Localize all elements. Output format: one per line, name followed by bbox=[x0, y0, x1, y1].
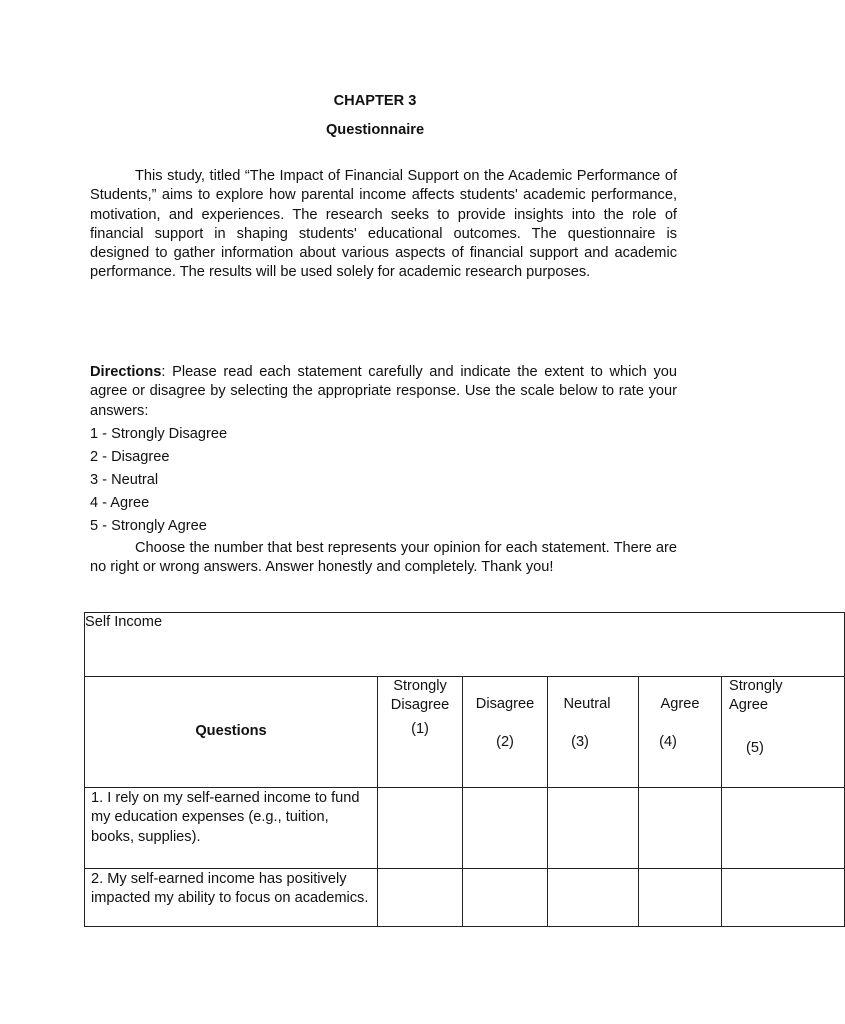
chapter-heading: CHAPTER 3 bbox=[333, 93, 417, 109]
intro-paragraph: This study, titled “The Impact of Financial Support on the Academic Performance of Students,” aims to explore how parental income affects students' academic performance, motivation, and experiences. The research seeks to provide insights into the role of financial support in shaping students' educational outcomes. The questionnaire is designed to gather information about various aspects of financial support and academic performance. The results will be used solely for academic research purposes. bbox=[90, 168, 677, 281]
column-number: (4) bbox=[659, 734, 677, 751]
column-number: (3) bbox=[571, 734, 589, 751]
column-label: Neutral bbox=[563, 696, 611, 712]
response-cell-3[interactable] bbox=[548, 788, 639, 869]
column-label-line1: Strongly bbox=[393, 678, 447, 694]
column-number: (2) bbox=[496, 734, 514, 751]
column-label-line2: Agree bbox=[729, 697, 768, 714]
table-row bbox=[85, 788, 845, 869]
question-text: 2. My self-earned income has positively impacted my ability to focus on academics. bbox=[85, 869, 378, 927]
directions-paragraph bbox=[90, 363, 677, 421]
column-header-neutral bbox=[548, 677, 639, 788]
question-text: 1. I rely on my self-earned income to fund my education expenses (e.g., tuition, books, supplies). bbox=[85, 788, 378, 869]
table-section-row bbox=[85, 613, 845, 677]
column-header-strongly-disagree bbox=[378, 677, 463, 788]
closing-paragraph: Choose the number that best represents your opinion for each statement. There are no right or wrong answers. Answer honestly and completely. Thank you! bbox=[90, 540, 677, 576]
scale-item: 1 - Strongly Disagree bbox=[90, 426, 228, 442]
questionnaire-table bbox=[84, 612, 845, 927]
table-header-row bbox=[85, 677, 845, 788]
response-cell-2[interactable] bbox=[463, 869, 548, 927]
column-label: Disagree bbox=[475, 696, 535, 712]
response-cell-4[interactable] bbox=[639, 869, 722, 927]
scale-item: 4 - Agree bbox=[90, 495, 150, 511]
scale-item: 3 - Neutral bbox=[90, 472, 159, 488]
directions-label: Directions bbox=[90, 364, 162, 380]
scale-item: 2 - Disagree bbox=[90, 449, 170, 465]
table-row bbox=[85, 869, 845, 927]
questions-header: Questions bbox=[85, 677, 378, 788]
column-header-disagree bbox=[463, 677, 548, 788]
column-label-line2: Disagree bbox=[390, 697, 450, 714]
section-title: Questionnaire bbox=[325, 122, 425, 138]
response-cell-4[interactable] bbox=[639, 788, 722, 869]
rating-scale-list bbox=[90, 425, 227, 540]
response-cell-2[interactable] bbox=[463, 788, 548, 869]
response-cell-1[interactable] bbox=[378, 869, 463, 927]
directions-text: : Please read each statement carefully and indicate the extent to which you agree or disagree by selecting the appropriate response. Use the scale below to rate your answers: bbox=[90, 364, 677, 419]
column-label-line1: Strongly bbox=[729, 678, 783, 694]
column-header-strongly-agree bbox=[722, 677, 845, 788]
scale-item: 5 - Strongly Agree bbox=[90, 518, 207, 534]
column-number: (1) bbox=[411, 720, 429, 737]
response-cell-5[interactable] bbox=[722, 788, 845, 869]
response-cell-1[interactable] bbox=[378, 788, 463, 869]
response-cell-3[interactable] bbox=[548, 869, 639, 927]
response-cell-5[interactable] bbox=[722, 869, 845, 927]
column-header-agree bbox=[639, 677, 722, 788]
column-label: Agree bbox=[660, 696, 700, 712]
column-number: (5) bbox=[746, 739, 764, 756]
section-heading: Self Income bbox=[85, 613, 845, 677]
